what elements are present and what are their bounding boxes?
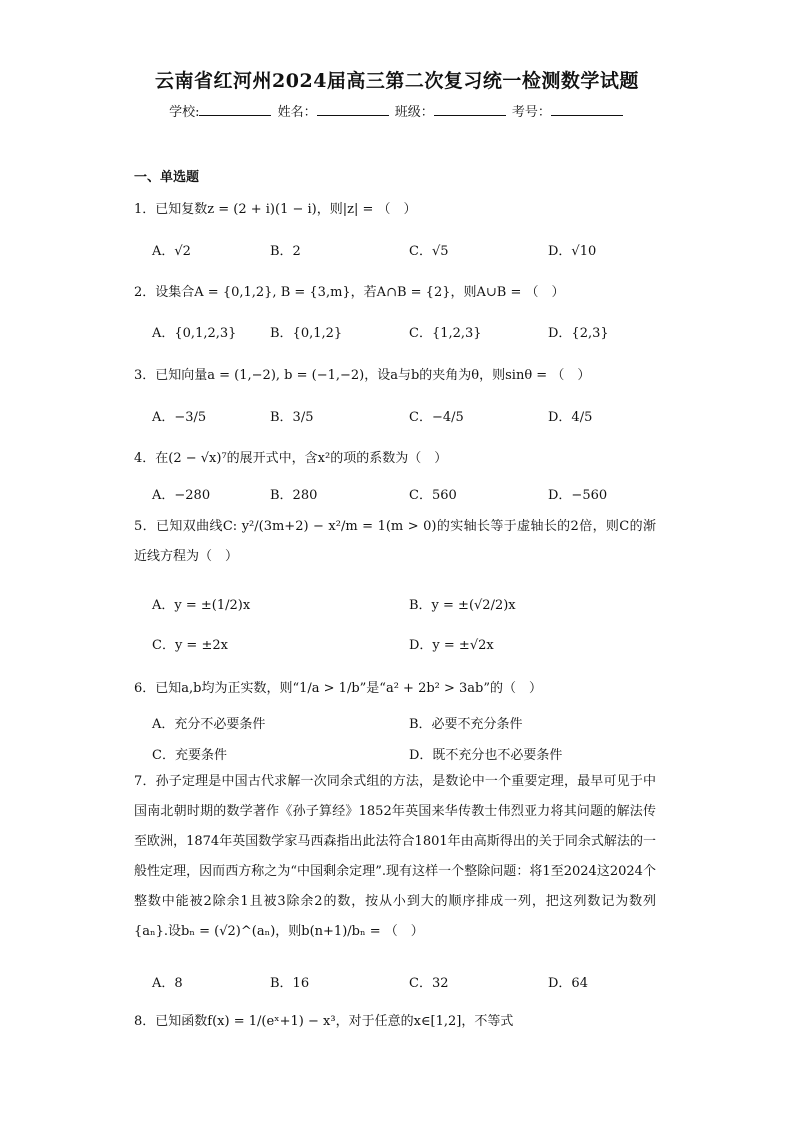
q4-option-a: A．−280 <box>152 488 211 503</box>
q2-option-d: D．{2,3} <box>548 326 609 341</box>
question-6-stem: 6．已知a,b均为正实数，则“1/a > 1/b”是“a² + 2b² > 3ab”的（ ） <box>134 681 543 696</box>
class-label: 班级： <box>394 105 434 120</box>
school-blank <box>199 104 271 116</box>
name-label: 姓名： <box>277 105 317 120</box>
q3-option-d: D．4/5 <box>548 410 593 425</box>
name-blank <box>317 104 389 116</box>
q4-option-b: B．280 <box>270 488 318 503</box>
q3-option-a: A．−3/5 <box>152 410 207 425</box>
q1-option-b: B．2 <box>270 244 301 259</box>
q6-option-a: A．充分不必要条件 <box>152 717 266 732</box>
q6-option-d: D．既不充分也不必要条件 <box>409 748 563 763</box>
q2-option-b: B．{0,1,2} <box>270 326 343 341</box>
q2-option-c: C．{1,2,3} <box>409 326 482 341</box>
q5-option-a: A．y = ±(1/2)x <box>152 598 251 613</box>
school-label: 学校: <box>169 105 200 120</box>
page-title: 云南省红河州2024届高三第二次复习统一检测数学试题 <box>155 70 639 92</box>
q1-option-c: C．√5 <box>409 244 449 259</box>
q5-option-b: B．y = ±(√2/2)x <box>409 598 516 613</box>
q3-option-c: C．−4/5 <box>409 410 464 425</box>
q3-option-b: B．3/5 <box>270 410 314 425</box>
student-info-line <box>0 101 794 120</box>
question-3-stem: 3．已知向量a = (1,−2), b = (−1,−2)，设a与b的夹角为θ，则sinθ = （ ） <box>134 368 591 383</box>
question-4-stem: 4．在(2 − √x)⁷的展开式中，含x²的项的系数为（ ） <box>134 451 448 466</box>
q6-option-c: C．充要条件 <box>152 748 227 763</box>
question-2-stem: 2．设集合A = {0,1,2}, B = {3,m}，若A∩B = {2}，则A∪B = （ ） <box>134 285 565 300</box>
question-5-stem: 5．已知双曲线C: y²/(3m+2) − x²/m = 1(m > 0)的实轴长等于虚轴长的2倍，则C的渐近线方程为（ ） <box>134 519 656 564</box>
q6-option-b: B．必要不充分条件 <box>409 717 523 732</box>
exam-number-label: 考号： <box>511 105 551 120</box>
q2-option-a: A．{0,1,2,3} <box>152 326 237 341</box>
q5-option-d: D．y = ±√2x <box>409 638 494 653</box>
q7-option-c: C．32 <box>409 976 449 991</box>
class-blank <box>434 104 506 116</box>
q7-option-a: A．8 <box>152 976 183 991</box>
question-7-stem: 7．孙子定理是中国古代求解一次同余式组的方法，是数论中一个重要定理，最早可见于中国南北朝时期的数学著作《孙子算经》1852年英国来华传教士伟烈亚力将其问题的解法传至欧洲，1874年英国数学家马西森指出此法符合1801年由高斯得出的关于同余式解法的一般性定理，因而西方称之为“中国剩余定理”.现有这样一个整除问题：将1至2024这2024个整数中能被2除余1且被3除余2的数，按从小到大的顺序排成一列，把这列数记为数列{aₙ}.设bₙ = (√2)^(aₙ)，则b(n+1)/bₙ = （ ） <box>134 774 656 939</box>
section-heading: 一、单选题 <box>134 170 200 185</box>
question-1-stem: 1．已知复数z = (2 + i)(1 − i)，则|z| = （ ） <box>134 202 417 217</box>
question-8-stem: 8．已知函数f(x) = 1/(eˣ+1) − x³，对于任意的x∈[1,2]，不等式 <box>134 1014 514 1029</box>
q1-option-a: A．√2 <box>152 244 191 259</box>
q4-option-c: C．560 <box>409 488 457 503</box>
q7-option-b: B．16 <box>270 976 310 991</box>
q1-option-d: D．√10 <box>548 244 597 259</box>
q7-option-d: D．64 <box>548 976 588 991</box>
exam-number-blank <box>551 104 623 116</box>
q4-option-d: D．−560 <box>548 488 608 503</box>
q5-option-c: C．y = ±2x <box>152 638 228 653</box>
